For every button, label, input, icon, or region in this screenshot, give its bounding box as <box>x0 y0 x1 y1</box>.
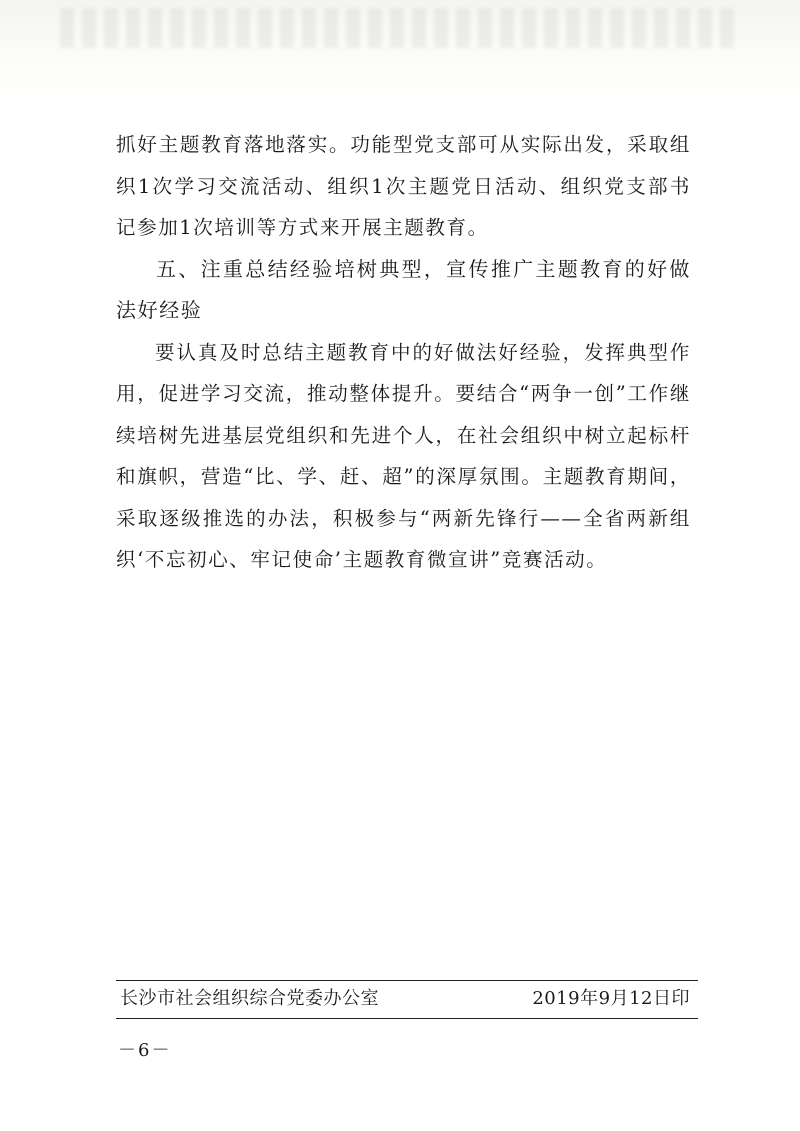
print-date: 2019年9月12日印 <box>532 988 690 1009</box>
section-paragraph: 要认真及时总结主题教育中的好做法好经验，发挥典型作用，促进学习交流，推动整体提升。要结合“两争一创”工作继续培树先进基层党组织和先进个人，在社会组织中树立起标杆和旗帜，营造“比、学、赶、超”的深厚氛围。主题教育期间，采取逐级推选的办法，积极参与“两新先锋行——全省两新组织‘不忘初心、牢记使命’主题教育微宣讲”竞赛活动。 <box>116 340 691 571</box>
page-number: －6－ <box>118 1040 172 1061</box>
continued-paragraph: 抓好主题教育落地落实。功能型党支部可从实际出发，采取组织1次学习交流活动、组织1次主题党日活动、组织党支部书记参加1次培训等方式来开展主题教育。 <box>116 133 691 239</box>
section-heading: 五、注重总结经验培树典型，宣传推广主题教育的好做法好经验 <box>116 256 691 322</box>
footer-top-rule <box>116 980 698 981</box>
issuer-name: 长沙市社会组织综合党委办公室 <box>120 988 379 1009</box>
document-body <box>116 124 691 581</box>
footer-bottom-rule <box>116 1018 698 1019</box>
bleed-through-shadow <box>60 8 740 48</box>
